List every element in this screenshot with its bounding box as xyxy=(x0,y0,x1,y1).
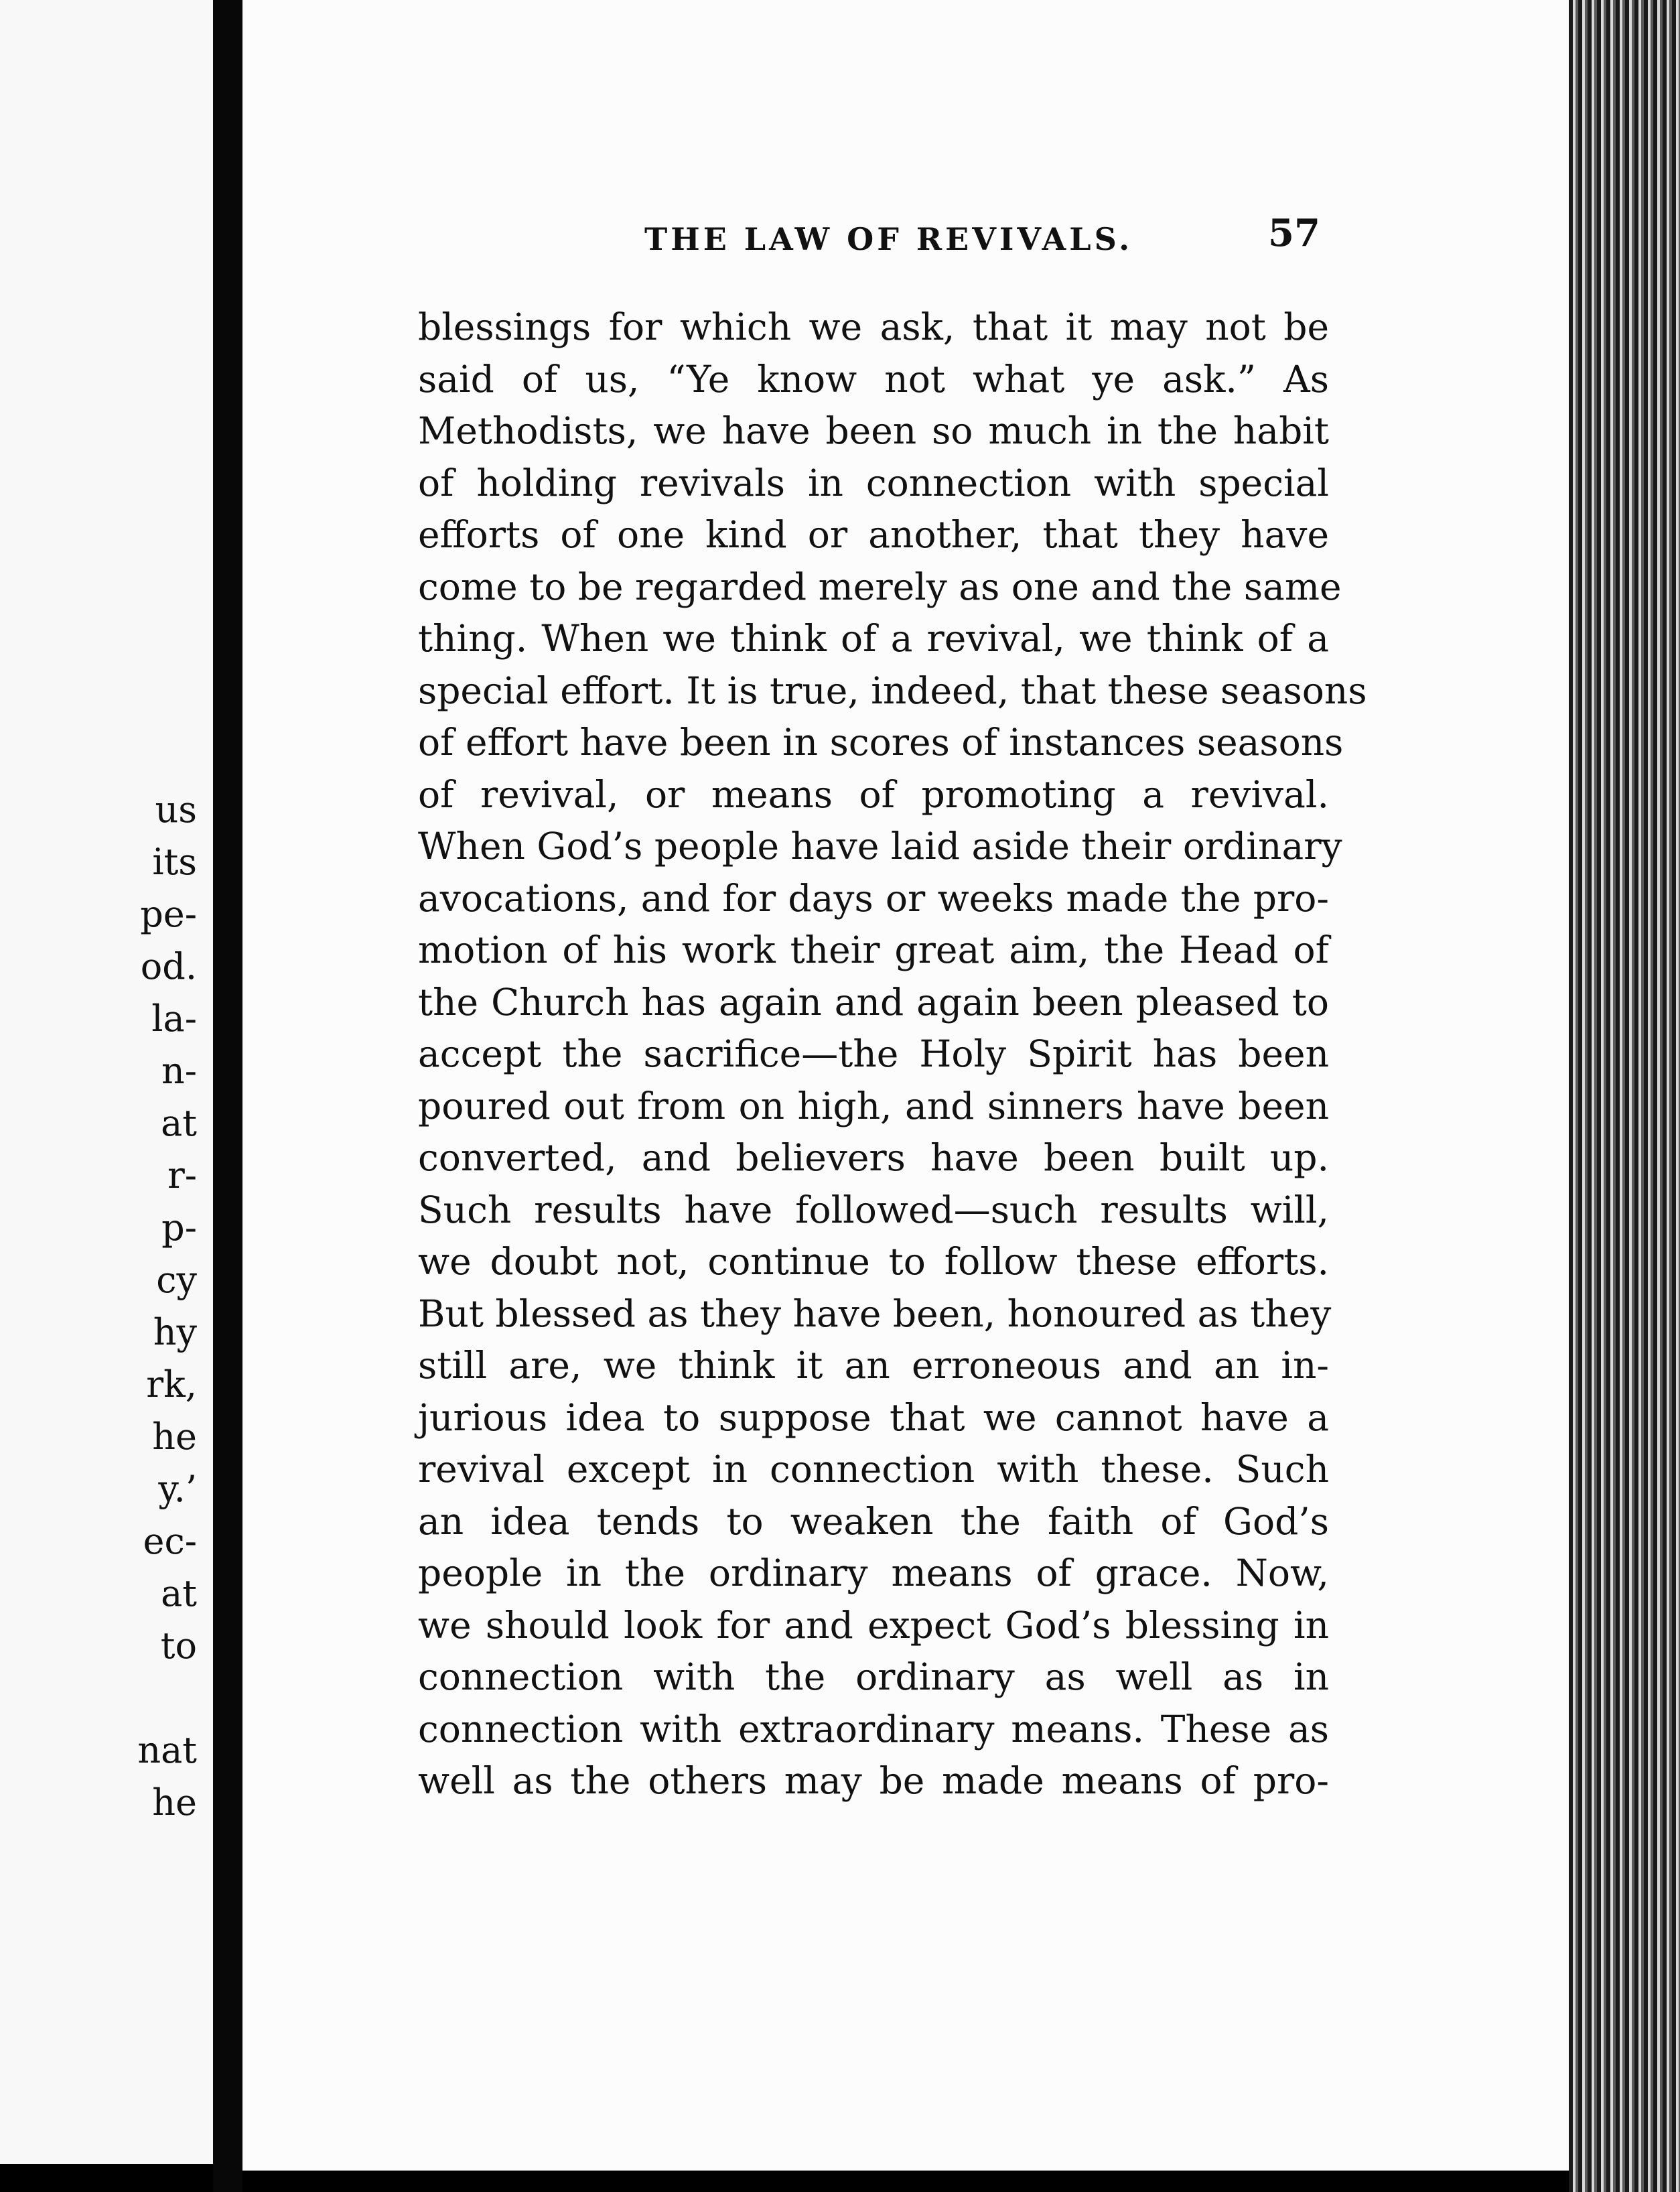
left-page-line: at xyxy=(161,1572,197,1615)
text-line: connection with the ordinary as well as in xyxy=(418,1655,1329,1698)
page-edges xyxy=(1569,0,1680,2192)
text-line: an idea tends to weaken the faith of God’s xyxy=(418,1499,1329,1543)
text-line: jurious idea to suppose that we cannot have a xyxy=(418,1395,1329,1439)
text-line: come to be regarded merely as one and the same xyxy=(418,565,1342,608)
left-page-line: us xyxy=(155,789,197,831)
text-line: special effort. It is true, indeed, that these seasons xyxy=(418,669,1367,712)
left-page-line xyxy=(0,1672,201,1724)
text-line: poured out from on high, and sinners have been xyxy=(418,1084,1329,1127)
text-line: of effort have been in scores of instances seasons xyxy=(418,721,1344,764)
text-line: accept the sacrifice—the Holy Spirit has been xyxy=(418,1032,1329,1075)
left-page xyxy=(0,0,213,2164)
text-line: we doubt not, continue to follow these efforts. xyxy=(418,1240,1329,1283)
text-line: motion of his work their great aim, the Head of xyxy=(418,929,1329,971)
text-line: of holding revivals in connection with special xyxy=(418,461,1329,504)
text-line: avocations, and for days or weeks made the pro- xyxy=(418,876,1329,920)
text-line: the Church has again and again been pleased to xyxy=(418,980,1329,1024)
body-text xyxy=(418,301,1367,1807)
left-page-line: to xyxy=(160,1625,197,1667)
left-page-line: r- xyxy=(167,1154,197,1196)
text-line: When God’s people have laid aside their ordinary xyxy=(418,825,1342,868)
text-line: Such results have followed—such results will, xyxy=(418,1188,1329,1231)
left-page-line: he xyxy=(152,1781,197,1824)
text-line: revival except in connection with these. Such xyxy=(418,1448,1329,1491)
text-line: we should look for and expect God’s blessing in xyxy=(418,1603,1329,1647)
left-page-line: its xyxy=(152,841,197,883)
left-page-line: ec- xyxy=(143,1520,197,1562)
book-gutter xyxy=(213,0,242,2192)
left-page-line: n- xyxy=(161,1050,197,1092)
text-line: thing. When we think of a revival, we think of a xyxy=(418,617,1329,660)
text-line: of revival, or means of promoting a revival. xyxy=(418,772,1329,816)
left-page-line: la- xyxy=(151,998,197,1040)
text-line: well as the others may be made means of pro- xyxy=(418,1759,1329,1802)
text-line: Methodists, we have been so much in the habit xyxy=(418,409,1329,452)
left-page-line: at xyxy=(161,1102,197,1144)
text-line: still are, we think it an erroneous and an in- xyxy=(418,1344,1329,1387)
left-page-line: cy xyxy=(156,1259,197,1301)
text-line: connection with extraordinary means. These as xyxy=(418,1707,1329,1751)
left-page-line: hy xyxy=(153,1311,197,1353)
left-page-line: p- xyxy=(161,1207,197,1249)
left-page-line: od. xyxy=(140,945,197,987)
text-line: said of us, “Ye know not what ye ask.” As xyxy=(418,357,1329,401)
text-line: blessings for which we ask, that it may not be xyxy=(418,305,1329,348)
text-line: converted, and believers have been built up. xyxy=(418,1136,1329,1179)
running-title: THE LAW OF REVIVALS. xyxy=(644,221,1133,257)
left-page-line: he xyxy=(152,1416,197,1458)
left-page-line: pe- xyxy=(140,893,197,935)
left-page-text-fragment xyxy=(0,784,201,1829)
left-page-line: nat xyxy=(137,1729,197,1771)
left-page-line: y.’ xyxy=(158,1468,197,1510)
page-number: 57 xyxy=(1268,211,1320,255)
text-line: people in the ordinary means of grace. Now, xyxy=(418,1552,1329,1594)
left-page-line: rk, xyxy=(146,1363,197,1406)
text-line: efforts of one kind or another, that they have xyxy=(418,513,1329,556)
text-line: But blessed as they have been, honoured as they xyxy=(418,1292,1332,1335)
